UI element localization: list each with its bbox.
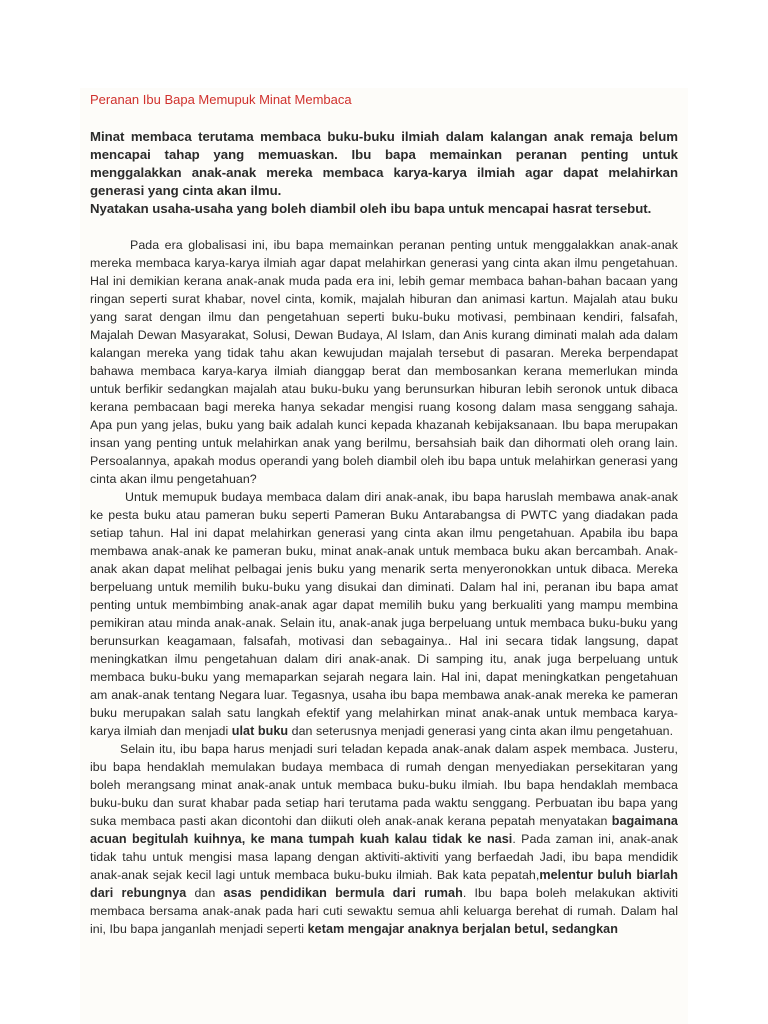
question-task: Nyatakan usaha-usaha yang boleh diambil oleh ibu bapa untuk mencapai hasrat tersebut. xyxy=(90,201,652,216)
bold-phrase: melentur buluh biarlah dari rebungnya xyxy=(90,868,678,900)
essay-paragraph-2 xyxy=(90,488,678,740)
spacer xyxy=(90,218,678,236)
bold-phrase: ulat buku xyxy=(231,724,289,738)
essay-body xyxy=(90,236,678,938)
paragraph-text: dan seterusnya menjadi generasi yang cinta akan ilmu pengetahuan. xyxy=(288,724,674,738)
document-content xyxy=(90,92,678,938)
question-text: Minat membaca terutama membaca buku-buku ilmiah dalam kalangan anak remaja belum mencapai tahap yang memuaskan. Ibu bapa memainkan peranan penting untuk menggalakkan anak-anak mereka membaca karya-karya ilmiah agar dapat melahirkan generasi yang cinta akan ilmu. xyxy=(90,129,678,198)
bold-phrase: asas pendidikan bermula dari rumah xyxy=(223,886,463,900)
paragraph-text: Pada era globalisasi ini, ibu bapa memainkan peranan penting untuk menggalakkan anak-anak mereka membaca karya-karya ilmiah agar dapat melahirkan generasi yang cinta akan ilmu pengetahuan. Hal ini demikian kerana anak-anak muda pada era ini, lebih gemar membaca bahan-bahan bacaan yang ringan seperti surat khabar, novel cinta, komik, majalah hiburan dan animasi kartun. Majalah atau buku yang sarat dengan ilmu dan pengetahuan seperti buku-buku motivasi, pembinaan kendiri, falsafah, Majalah Dewan Masyarakat, Solusi, Dewan Budaya, Al Islam, dan Anis kurang diminati malah ada dalam kalangan mereka yang tidak tahu akan kewujudan majalah tersebut di pasaran. Mereka berpendapat bahawa membaca karya-karya ilmiah dianggap berat dan membosankan kerana memerlukan minda untuk berfikir sedangkan majalah atau buku-buku yang berunsurkan hiburan lebih seronok untuk dibaca kerana pembacaan bagi mereka hanya sekadar mengisi ruang kosong dalam masa senggang sahaja. Apa pun yang jelas, buku yang baik adalah kunci kepada khazanah kebijaksanaan. Ibu bapa merupakan insan yang penting untuk melahirkan anak yang berilmu, bersahsiah baik dan dihormati oleh orang lain. Persoalannya, apakah modus operandi yang boleh diambil oleh ibu bapa untuk melahirkan generasi yang cinta akan ilmu pengetahuan? xyxy=(90,238,678,486)
paragraph-text: dan xyxy=(186,886,224,900)
bold-phrase: ketam mengajar anaknya berjalan betul, sedangkan xyxy=(307,922,618,936)
paragraph-text: . Ibu bapa boleh melakukan aktiviti membaca bersama anak-anak pada hari cuti sewaktu semua ahli keluarga berehat di rumah. Dalam hal ini, Ibu bapa janganlah menjadi seperti xyxy=(90,886,678,936)
paragraph-text: . Pada zaman ini, anak-anak tidak tahu untuk mengisi masa lapang dengan aktiviti-aktiviti yang berfaedah Jadi, ibu bapa mendidik anak-anak sejak kecil lagi untuk membaca buku-buku ilmiah. Bak kata pepatah, xyxy=(90,832,678,882)
paragraph-text: Selain itu, ibu bapa harus menjadi suri teladan kepada anak-anak dalam aspek membaca. Justeru, ibu bapa hendaklah memulakan budaya membaca di rumah dengan menyediakan persekitaran yang boleh merangsang minat anak-anak untuk membaca buku-buku ilmiah. Ibu bapa hendaklah membaca buku-buku dan surat khabar pada setiap hari terutama pada waktu senggang. Perbuatan ibu bapa yang suka membaca pasti akan dicontohi dan diikuti oleh anak-anak kerana pepatah menyatakan xyxy=(90,742,678,828)
bold-phrase: bagaimana acuan begitulah kuihnya, ke mana tumpah kuah kalau tidak ke nasi xyxy=(90,814,678,846)
essay-paragraph-3 xyxy=(90,740,678,938)
essay-paragraph-1 xyxy=(90,236,678,488)
paragraph-text: Untuk memupuk budaya membaca dalam diri anak-anak, ibu bapa haruslah membawa anak-anak ke pesta buku atau pameran buku seperti Pameran Buku Antarabangsa di PWTC yang diadakan pada setiap tahun. Hal ini dapat melahirkan generasi yang cinta akan ilmu pengetahuan. Apabila ibu bapa membawa anak-anak ke pameran buku, minat anak-anak untuk membaca buku akan bercambah. Anak-anak akan dapat melihat pelbagai jenis buku yang menarik serta menyeronokkan untuk dibaca. Mereka berpeluang untuk memilih buku-buku yang disukai dan diminati. Dalam hal ini, peranan ibu bapa amat penting untuk membimbing anak-anak agar dapat memilih buku yang berkualiti yang mampu membina pemikiran atau minda anak-anak. Selain itu, anak-anak juga berpeluang untuk membaca buku-buku yang berunsurkan keagamaan, falsafah, motivasi dan sebagainya.. Hal ini secara tidak langsung, dapat meningkatkan ilmu pengetahuan dalam diri anak-anak. Di samping itu, anak juga berpeluang untuk membaca buku-buku yang memaparkan sejarah negara lain. Hal ini, dapat meningkatkan pengetahuan am anak-anak tentang Negara luar. Tegasnya, usaha ibu bapa membawa anak-anak mereka ke pameran buku merupakan salah satu langkah efektif yang melahirkan minat anak-anak untuk membaca karya-karya ilmiah dan menjadi xyxy=(90,490,678,738)
document-title: Peranan Ibu Bapa Memupuk Minat Membaca xyxy=(90,92,352,107)
